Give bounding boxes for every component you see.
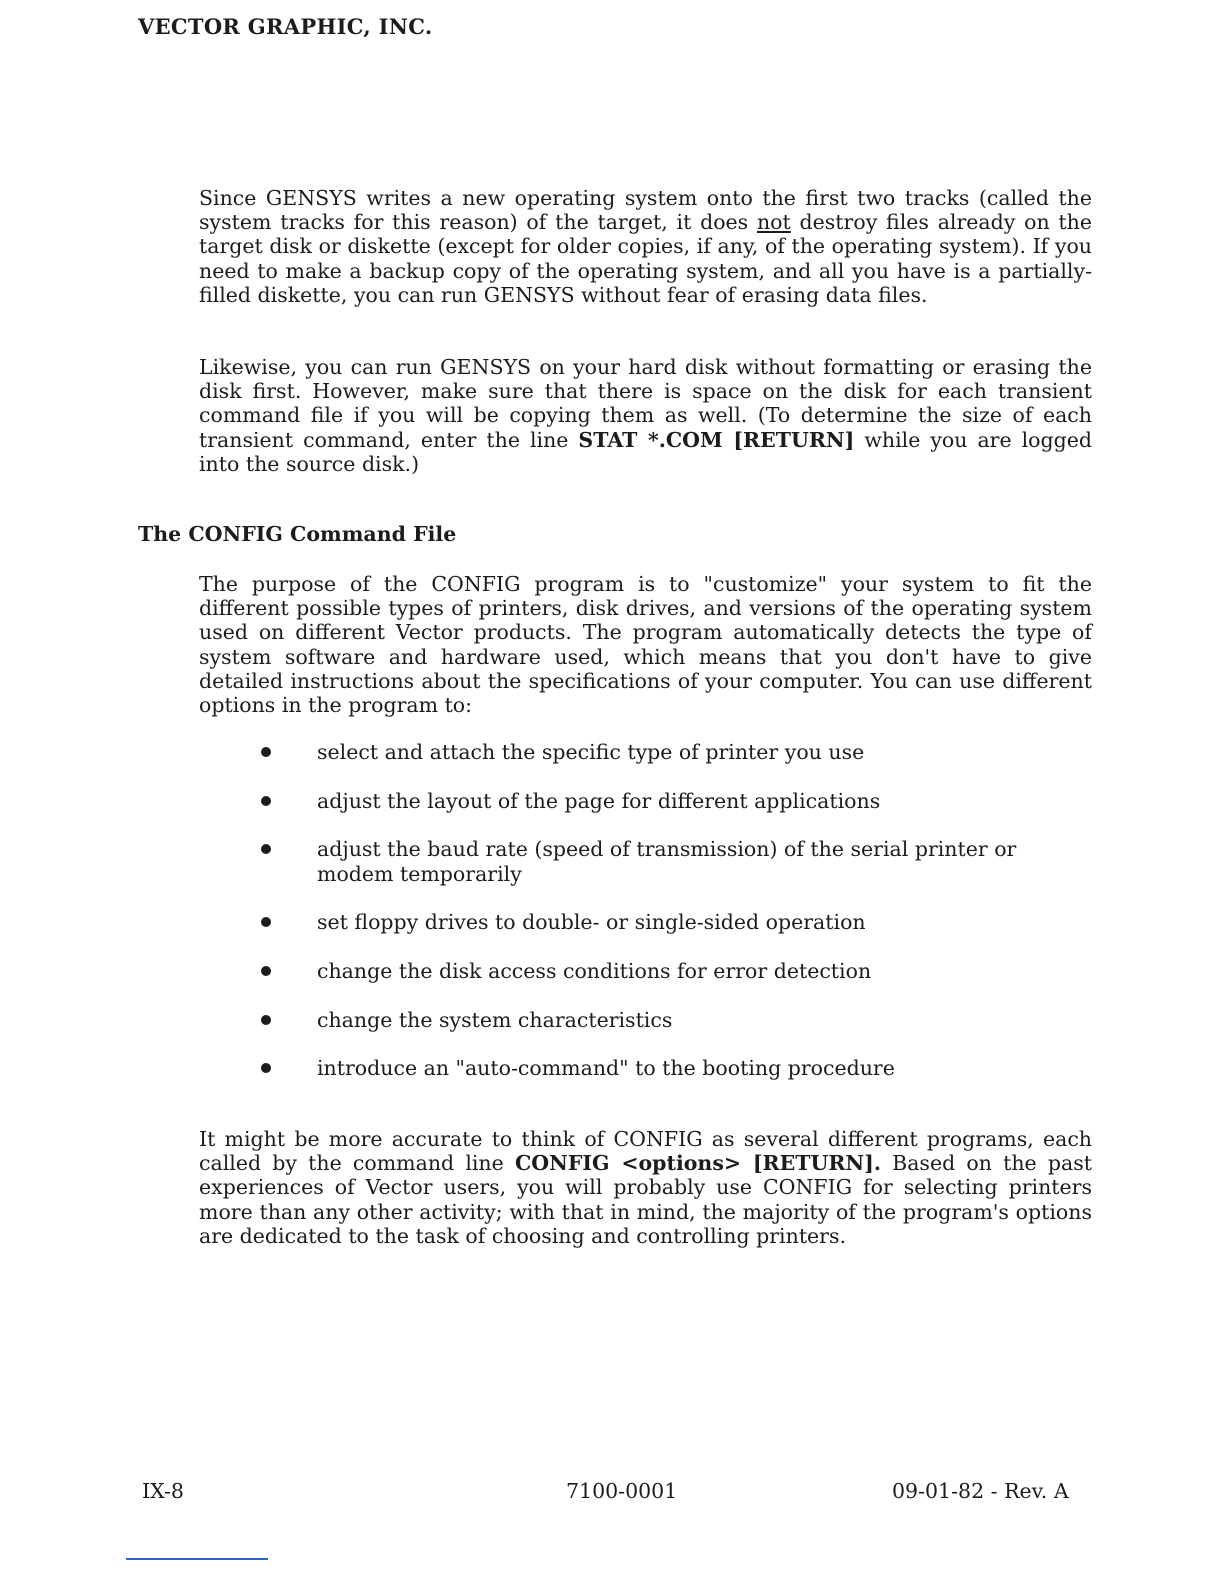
bullet-icon — [261, 917, 271, 927]
config-options-list — [258, 740, 1094, 1105]
footer-doc-number: 7100-0001 — [566, 1479, 678, 1503]
bullet-icon — [261, 1015, 271, 1025]
list-item — [258, 789, 1094, 813]
paragraph-gensys-system-tracks — [199, 186, 1092, 307]
bullet-icon — [261, 1063, 271, 1073]
p1-text-2: destroy files already on the target disk or diskette (except for older copies, if any, of the operating system). If you need to make a backup copy of the operating system, and all you have is a partially-filled diskette, you can run GENSYS without fear of erasing data files. — [199, 210, 1092, 307]
paragraph-config-purpose: The purpose of the CONFIG program is to "customize" your system to fit the different possible types of printers, disk drives, and versions of the operating system used on different Vector products. The program automatically detects the type of system software and hardware used, which means that you don't have to give detailed instructions about the specifications of your computer. You can use different options in the program to: — [199, 572, 1092, 718]
list-item-text: change the disk access conditions for error detection — [317, 959, 872, 984]
page-header-company: VECTOR GRAPHIC, INC. — [138, 14, 433, 39]
bullet-icon — [261, 796, 271, 806]
list-item-text: change the system characteristics — [317, 1007, 673, 1032]
list-item-text: adjust the layout of the page for different applications — [317, 788, 881, 813]
corner-rule-line — [126, 1558, 268, 1560]
list-item — [258, 837, 1094, 885]
p4-command-config: CONFIG <options> [RETURN]. — [514, 1151, 881, 1176]
p4-text-2: Based on the past experiences of Vector users, you will probably use CONFIG for selecting printers more than any other activity; with that in mind, the majority of the program's options are dedicated to the task of choosing and controlling printers. — [199, 1151, 1092, 1248]
p1-underlined-not: not — [756, 210, 791, 235]
bullet-icon — [261, 844, 271, 854]
bullet-icon — [261, 966, 271, 976]
list-item — [258, 1056, 1094, 1080]
list-item — [258, 740, 1094, 764]
p1-text-1: Since GENSYS writes a new operating system onto the first two tracks (called the system tracks for this reason) of the target, it does — [199, 186, 1092, 235]
list-item-text: set floppy drives to double- or single-sided operation — [317, 910, 866, 935]
footer-page-number: IX-8 — [142, 1479, 184, 1503]
footer-date-revision: 09-01-82 - Rev. A — [892, 1479, 1069, 1503]
list-item — [258, 959, 1094, 983]
bullet-icon — [261, 747, 271, 757]
list-item — [258, 1008, 1094, 1032]
p2-text-2: while you are logged into the source disk.) — [199, 427, 1092, 476]
list-item-text: introduce an "auto-command" to the booting procedure — [317, 1056, 895, 1081]
p2-text-1: Likewise, you can run GENSYS on your hard disk without formatting or erasing the disk first. However, make sure that there is space on the disk for each transient command file if you will be copying them as well. (To determine the size of each transient command, enter the line — [199, 355, 1092, 452]
list-item-text: select and attach the specific type of printer you use — [317, 740, 865, 764]
paragraph-config-programs — [199, 1127, 1092, 1248]
section-heading-config: The CONFIG Command File — [138, 522, 457, 546]
p4-text-1: It might be more accurate to think of CONFIG as several different programs, each called by the command line — [199, 1127, 1092, 1176]
list-item — [258, 910, 1094, 934]
list-item-text: adjust the baud rate (speed of transmission) of the serial printer or modem temporarily — [317, 837, 1017, 886]
p2-command-stat: STAT *.COM [RETURN] — [578, 427, 855, 452]
paragraph-gensys-hard-disk — [199, 355, 1092, 476]
